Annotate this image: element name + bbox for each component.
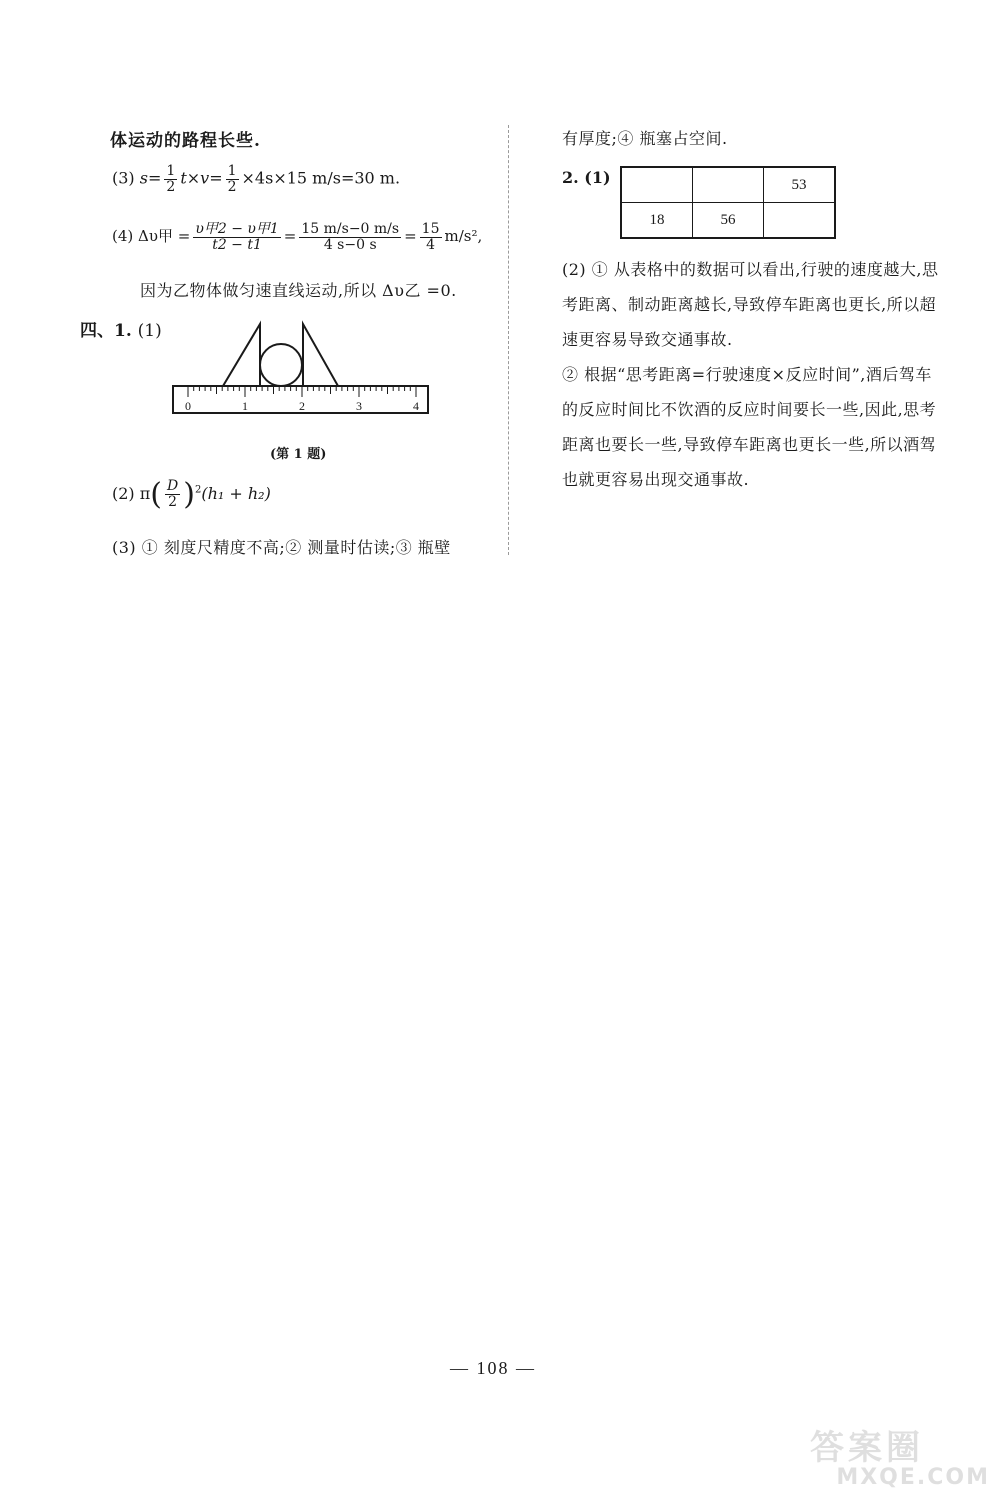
- fraction-result: [420, 222, 442, 252]
- watermark-line-1: 答案圈: [810, 1428, 924, 1468]
- table-cell: [621, 167, 693, 203]
- table-cell: 56: [693, 203, 764, 239]
- figure-caption: (第 1 题): [270, 447, 327, 462]
- right-q2-label: 2. (1): [562, 168, 611, 187]
- q4-lhs: Δυ甲 =: [138, 227, 191, 246]
- q2-pi: π: [139, 484, 151, 503]
- fraction-denominator: 2: [227, 178, 237, 195]
- q3-s: s: [139, 168, 148, 188]
- q3-reasons: (3) ① 刻度尺精度不高;② 测量时估读;③ 瓶壁: [112, 538, 451, 557]
- fraction-values: [299, 222, 401, 252]
- answer-table: [620, 166, 836, 239]
- ruler-figure: [170, 320, 435, 420]
- fraction-d-over-2: [165, 479, 180, 509]
- left-triangle: [223, 324, 260, 386]
- site-watermark: [810, 1420, 990, 1490]
- ruler-tick-label: 1: [242, 399, 248, 413]
- left-line-1: 体运动的路程长些.: [110, 131, 261, 151]
- q3-formula: [112, 164, 400, 194]
- q2-formula: (2) π( $\frac{D}{2}$ )$^2$(h₁ + h₂): [112, 477, 271, 512]
- section-4-number: 四、1.: [80, 321, 132, 341]
- q3-label: (3): [112, 168, 135, 188]
- section-4-label: [80, 316, 162, 341]
- ruler-tick-label: 3: [356, 399, 362, 413]
- fraction-numerator: 1: [227, 163, 237, 179]
- table-cell: [693, 167, 764, 203]
- bottle-circle: [260, 344, 302, 386]
- fraction-denominator: 4 s−0 s: [323, 236, 377, 253]
- q2-exponent: 2: [194, 484, 202, 496]
- fraction-denominator: t2 − t1: [212, 236, 262, 253]
- q4-unit: m/s²,: [444, 227, 483, 246]
- q3-eq: =: [147, 168, 162, 188]
- watermark-line-2: MXQE.COM: [836, 1465, 990, 1490]
- answer-paragraph-2: ② 根据“思考距离=行驶速度×反应时间”,酒后驾车的反应时间比不饮酒的反应时间要长一些,因此,思考距离也要长一些,导致停车距离也更长一些,所以酒驾也就更容易出现交通事故.: [562, 365, 937, 489]
- right-triangle: [303, 324, 338, 386]
- fraction-half-1: [164, 164, 177, 194]
- fraction-numerator: 15: [421, 221, 440, 237]
- fraction-denominator: 2: [166, 178, 176, 195]
- fraction-numerator: D: [167, 478, 179, 495]
- page-number: — 108 —: [450, 1358, 536, 1378]
- table-row: [621, 203, 835, 239]
- fraction-numerator: 15 m/s−0 m/s: [301, 221, 400, 237]
- fraction-half-2: [226, 164, 239, 194]
- ruler-tick-label: 2: [299, 399, 305, 413]
- table-row: [621, 167, 835, 203]
- fraction-denominator: 2: [168, 494, 178, 510]
- right-line-1: 有厚度;④ 瓶塞占空间.: [562, 129, 728, 148]
- ruler-tick-label: 4: [413, 399, 419, 413]
- q2-heights: (h₁ + h₂): [201, 484, 271, 503]
- fraction-denominator: 4: [426, 236, 436, 253]
- q4-label: (4): [112, 227, 134, 246]
- fraction-numerator: υ甲2 − υ甲1: [195, 221, 279, 237]
- table-cell: 53: [764, 167, 836, 203]
- fraction-numerator: 1: [166, 163, 176, 179]
- table-cell: [764, 203, 836, 239]
- q3-tv: t×v=: [180, 168, 223, 188]
- column-divider: [508, 125, 509, 555]
- fraction-velocity-diff: [193, 222, 280, 252]
- answer-paragraph-1: (2) ① 从表格中的数据可以看出,行驶的速度越大,思考距离、制动距离越长,导致停车距离也更长,所以超速更容易导致交通事故.: [562, 260, 939, 349]
- section-4-sub: (1): [137, 321, 162, 341]
- q3-rest: ×4s×15 m/s=30 m.: [241, 168, 401, 188]
- ruler-tick-label: 0: [185, 399, 191, 413]
- q4-line-2: 因为乙物体做匀速直线运动,所以 Δυ乙 =0.: [140, 281, 457, 300]
- table-cell: 18: [621, 203, 693, 239]
- q2-label: (2): [112, 484, 135, 503]
- q4-formula: (4) Δυ甲 = $\frac{\text{υ甲2 − υ甲1}}{t2 - t1}$ = $\frac{15 m/s-0 m/s}{4 s-0 s}$ = $\frac{15}{4}$ m/s²,: [112, 221, 483, 253]
